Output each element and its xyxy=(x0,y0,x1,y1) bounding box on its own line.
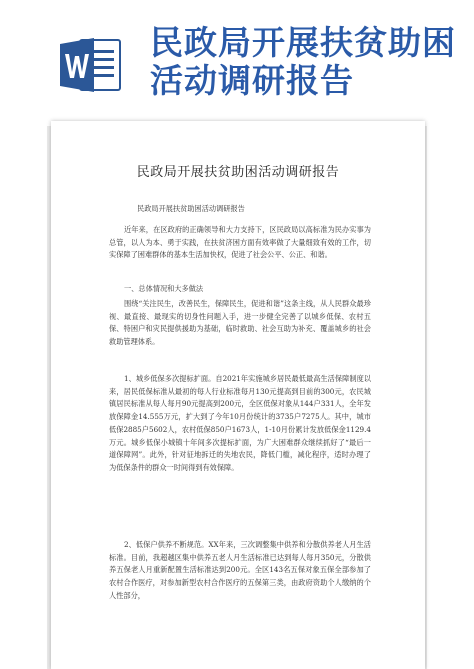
banner-title: 民政局开展扶贫助困活动调研报告 xyxy=(150,23,456,100)
word-icon xyxy=(60,36,122,94)
document-subtitle: 民政局开展扶贫助困活动调研报告 xyxy=(137,204,245,213)
document-page xyxy=(51,121,425,669)
section-heading: 一、总体情况和大多做法 xyxy=(124,284,204,293)
body-paragraph-3: 2、低保户供养不断规范。XX年来，三次调整集中供养和分散供养老人月生活标准。目前，我超越区集中供养五老人月生活标准已达到每人每月350元，分散供养五保老人月重新配置生活标准达到200元。全区143名五保对象五保全部参加了农村合作医疗，对参加新型农村合作医疗的五保第三类，由政府资助个人缴纳的个人性部分， xyxy=(109,540,371,600)
body-paragraph-2: 1、城乡低保多次提标扩面。自2021年实施城乡居民最低最高生活保障制度以来，居民低保标准从最初的每人行业标准每月130元提高到目前的300元，农民城镇居民标准从每人每月90元提高到200元，全区低保对象从144户331人，全年发放保障金14.555万元，扩大到了今年10月份统计的3735户7275人。其中，城市低保2885户5602人，农村低保850户1673人，1-10月份累计发放低保金1129.4万元。城乡低保小城镇十年间多次提标扩面，为广大困难群众继续抓好了“最后一道保障网”。此外，针对征地拆迁的失地农民，降低门槛，减化程序，适时办理了为低保条件的群众一时间得到有效保障。 xyxy=(109,374,371,472)
document-title: 民政局开展扶贫助困活动调研报告 xyxy=(136,165,340,180)
header-banner xyxy=(0,0,474,112)
intro-paragraph: 近年来，在区政府的正确领导和大力支持下，区民政局以高标准为民办实事为总管，以人为本、勇于实践，在扶贫济困方面有效率做了大量细致有效的工作，切实保障了困难群体的基本生活加快权，促进了社会公平、公正、和谐。 xyxy=(109,225,371,260)
body-paragraph-1: 围绕“关注民生，改善民生，保障民生，促进和谐”这条主线，从人民群众最珍视、最直接、最现实的切身性问题入手，进一步健全完善了以城乡低保、农村五保、特困户和灾民提供援助为基础，临时救助、社会互助为补充、覆盖城乡的社会救助管理体系。 xyxy=(109,299,371,347)
